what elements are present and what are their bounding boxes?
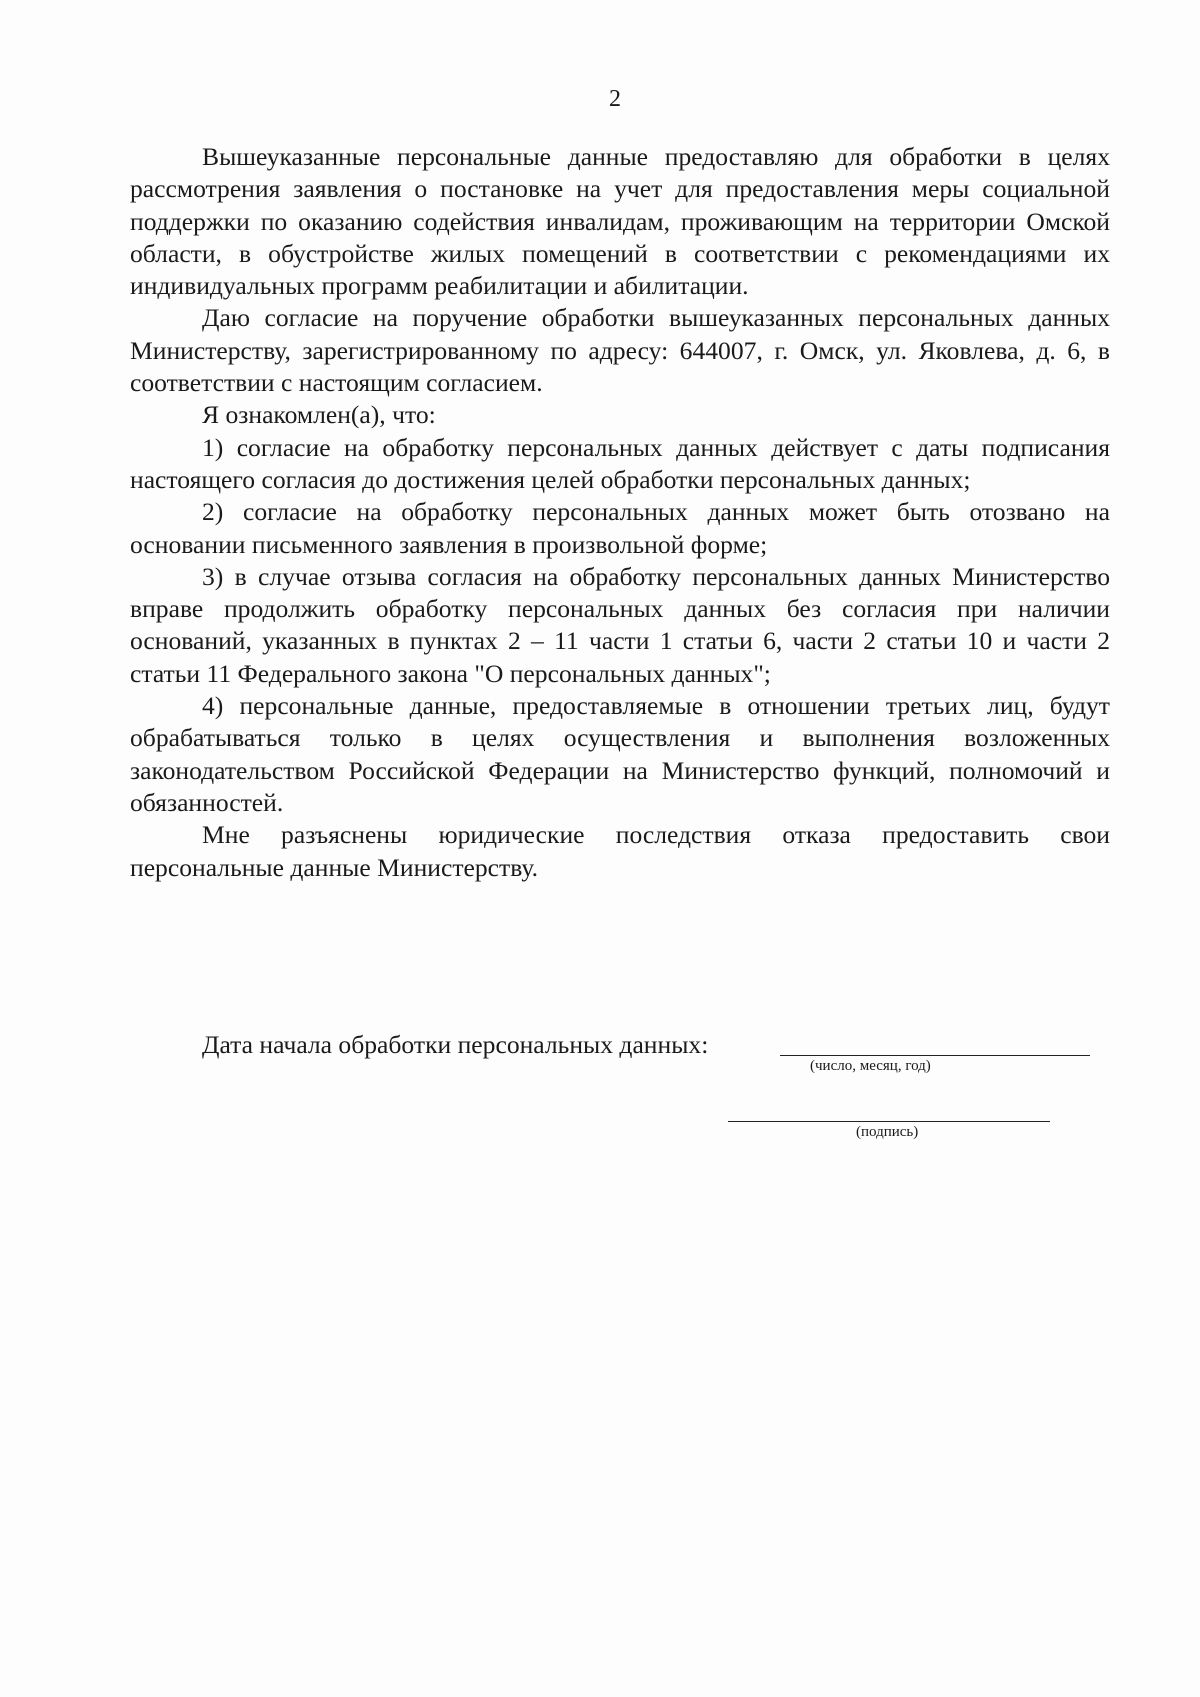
signature-field-line[interactable] [728, 1121, 1050, 1122]
consent-body [130, 141, 1110, 884]
signature-caption: (подпись) [856, 1124, 919, 1140]
date-field-line[interactable] [780, 1055, 1090, 1056]
page-number: 2 [609, 86, 621, 112]
list-item-4: 4) персональные данные, предоставляемые в отношении третьих лиц, будут обрабатываться только в целях осуществления и выполнения возложенных законодательством Российской Федерации на Министерство функций, полномочий и обязанностей. [130, 691, 1110, 817]
paragraph-consequences: Мне разъяснены юридические последствия отказа предоставить свои персональные данные Министерству. [130, 820, 1110, 882]
paragraph-acknowledgement: Я ознакомлен(а), что: [202, 400, 436, 430]
paragraph-assignment: Даю согласие на поручение обработки вышеуказанных персональных данных Министерству, зарегистрированному по адресу: 644007, г. Омск, ул. Яковлева, д. 6, в соответствии с настоящим согласием. [130, 303, 1110, 398]
list-item-3: 3) в случае отзыва согласия на обработку персональных данных Министерство вправе продолжить обработку персональных данных без согласия при наличии оснований, указанных в пунктах 2 – 11 части 1 статьи 6, части 2 статьи 10 и части 2 статьи 11 Федерального закона "О персональных данных"; [130, 561, 1110, 688]
paragraph-purpose: Вышеуказанные персональные данные предоставляю для обработки в целях рассмотрения заявления о постановке на учет для предоставления меры социальной поддержки по оказанию содействия инвалидам, проживающим на территории Омской области, в обустройстве жилых помещений в соответствии с рекомендациями их индивидуальных программ реабилитации и абилитации. [130, 142, 1110, 301]
list-item-1: 1) согласие на обработку персональных данных действует с даты подписания настоящего согласия до достижения целей обработки персональных данных; [130, 432, 1110, 494]
date-caption: (число, месяц, год) [810, 1058, 931, 1074]
date-label: Дата начала обработки персональных данных: [202, 1030, 709, 1059]
list-item-2: 2) согласие на обработку персональных данных может быть отозвано на основании письменного заявления в произвольной форме; [130, 497, 1110, 559]
